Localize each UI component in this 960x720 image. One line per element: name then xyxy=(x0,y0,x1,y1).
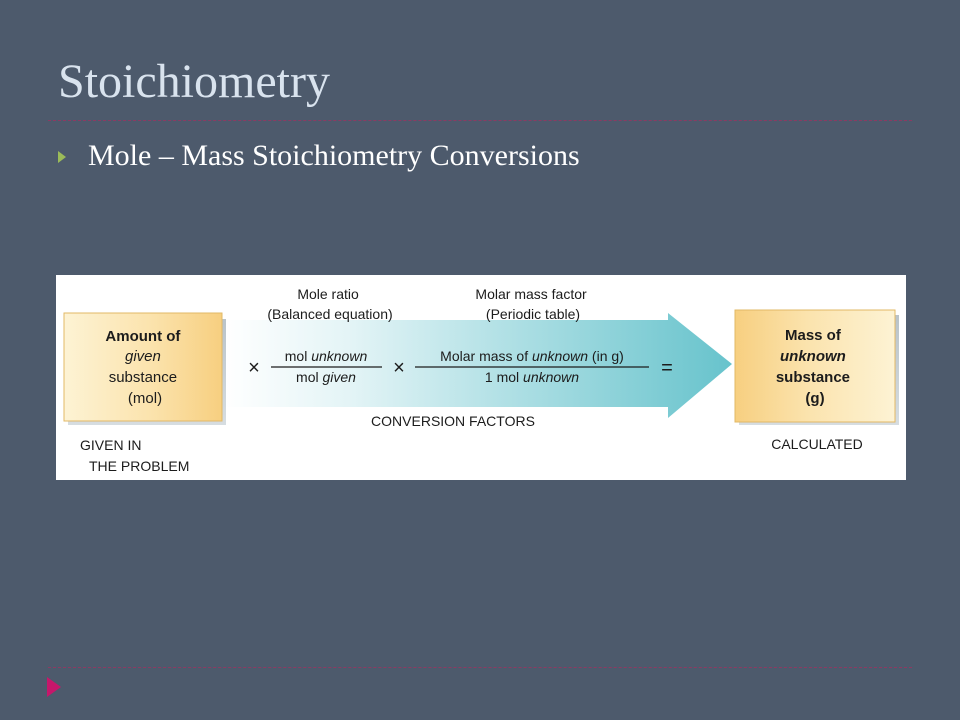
mole-ratio-subheader: (Balanced equation) xyxy=(267,306,393,322)
equals-symbol: = xyxy=(661,357,673,379)
mole-ratio-header: Mole ratio xyxy=(297,286,359,302)
molar-mass-header: Molar mass factor xyxy=(475,286,587,302)
svg-text:Mole ratio (Balanced equ xyxy=(267,286,392,322)
result-line-4: (g) xyxy=(805,390,825,407)
molar-mass-numerator: Molar mass of unknown (in g) xyxy=(440,348,624,364)
result-line-1: Mass of xyxy=(784,327,841,344)
given-line-3: substance xyxy=(108,369,178,386)
molar-mass-denominator: 1 mol unknown xyxy=(484,369,580,385)
slide-title: Stoichiometry xyxy=(58,55,330,108)
conversion-arrow xyxy=(224,313,732,418)
result-line-2: unknown xyxy=(780,348,846,365)
footer-divider xyxy=(48,667,912,668)
given-caption-1: GIVEN IN xyxy=(80,437,142,453)
bullet-item xyxy=(58,139,580,173)
result-caption: CALCULATED xyxy=(771,436,863,452)
mole-ratio-denominator: mol given xyxy=(296,369,356,385)
bullet-text: Mole – Mass Stoichiometry Conversions xyxy=(88,139,580,172)
given-line-4: (mol) xyxy=(127,390,163,407)
svg-text:GIVEN IN THE PROBLEM xyxy=(80,437,189,474)
next-slide-arrow-icon[interactable] xyxy=(47,677,61,697)
times-symbol-2: × xyxy=(393,357,405,379)
bullet-arrow-icon xyxy=(58,151,66,163)
molar-mass-subheader: (Periodic table) xyxy=(485,306,581,322)
svg-text:Molar mass factor (Perio xyxy=(475,286,590,322)
given-line-1: Amount of xyxy=(105,328,181,345)
conversion-factors-label: CONVERSION FACTORS xyxy=(371,413,535,429)
given-caption-2: THE PROBLEM xyxy=(89,458,190,474)
stoichiometry-diagram xyxy=(56,275,906,480)
result-line-3: substance xyxy=(775,369,851,386)
given-line-2: given xyxy=(124,348,161,365)
times-symbol-1: × xyxy=(248,357,260,379)
mole-ratio-numerator: mol unknown xyxy=(284,348,368,364)
title-divider xyxy=(48,120,912,121)
